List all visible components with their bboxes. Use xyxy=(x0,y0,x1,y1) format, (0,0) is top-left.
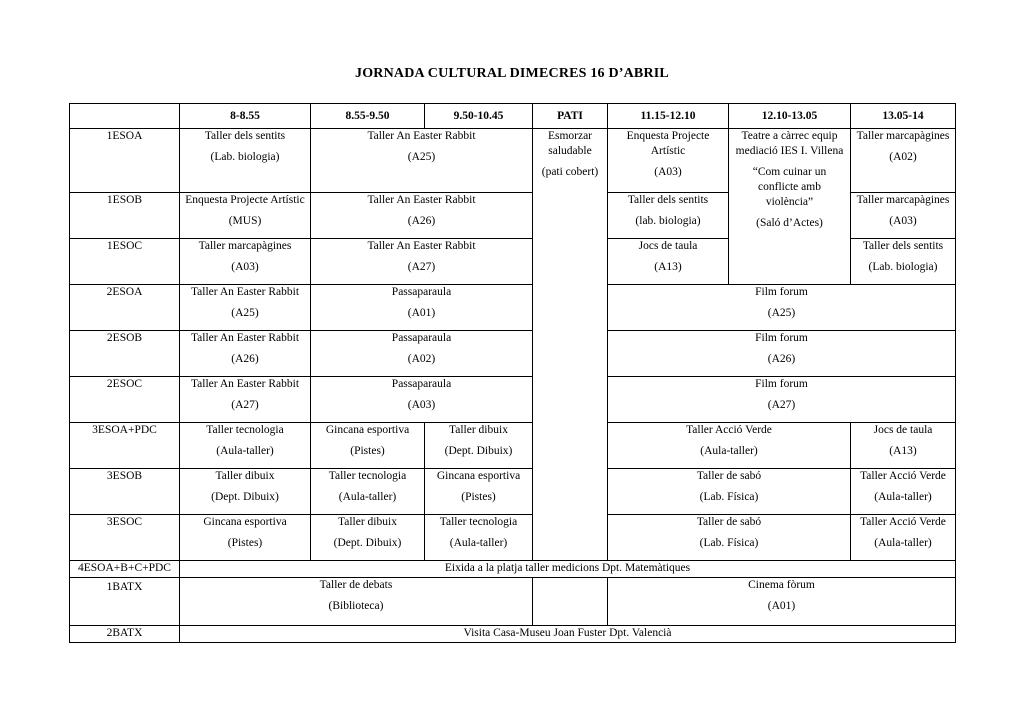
row-2batx xyxy=(70,626,956,643)
room: (Aula-taller) xyxy=(700,445,758,457)
room: (Aula-taller) xyxy=(216,445,274,457)
room: (MUS) xyxy=(228,215,262,227)
activity: Jocs de taula xyxy=(638,240,698,252)
room: (A25) xyxy=(231,307,259,319)
pati-line: Esmorzar xyxy=(547,130,593,142)
header-slot-5: 11.15-12.10 xyxy=(608,104,729,129)
header-slot-3: 9.50-10.45 xyxy=(425,104,533,129)
activity: Taller marcapàgines xyxy=(198,240,292,252)
room: (A26) xyxy=(767,353,796,365)
row-4eso xyxy=(70,561,956,578)
header-slot-7: 13.05-14 xyxy=(851,104,956,129)
cell xyxy=(180,469,311,515)
header-pati: PATI xyxy=(533,104,608,129)
header-corner xyxy=(70,104,180,129)
header-slot-6: 12.10-13.05 xyxy=(729,104,851,129)
activity: Gincana esportiva xyxy=(325,424,410,436)
activity: Taller An Easter Rabbit xyxy=(190,378,300,390)
room: (A26) xyxy=(231,353,259,365)
room: (A13) xyxy=(889,445,917,457)
cell xyxy=(851,515,956,561)
room: (Lab. Física) xyxy=(699,537,759,549)
row-2esoa xyxy=(70,285,956,331)
activity: Taller An Easter Rabbit xyxy=(190,332,300,344)
cell xyxy=(311,129,533,193)
cell xyxy=(851,469,956,515)
header-row xyxy=(70,104,956,129)
activity: Enquesta Projecte xyxy=(626,130,710,142)
cell xyxy=(311,193,533,239)
activity: Taller dels sentits xyxy=(627,194,709,206)
group-label: 1ESOA xyxy=(70,129,180,193)
activity: Taller marcapàgines xyxy=(856,130,950,142)
cell xyxy=(180,515,311,561)
row-3esoc xyxy=(70,515,956,561)
cell xyxy=(311,515,425,561)
cell xyxy=(425,515,533,561)
teatre-cell xyxy=(729,129,851,285)
activity: Taller Acció Verde xyxy=(860,516,946,528)
activity: Film forum xyxy=(755,286,808,298)
cell xyxy=(608,285,956,331)
room: (A01) xyxy=(407,307,436,319)
activity: Taller dibuix xyxy=(215,470,275,482)
cell xyxy=(180,285,311,331)
cell xyxy=(180,377,311,423)
pati-line: saludable xyxy=(548,145,592,157)
activity: Gincana esportiva xyxy=(436,470,521,482)
activity: Cinema fòrum xyxy=(748,579,815,591)
cell xyxy=(608,423,851,469)
room: (Biblioteca) xyxy=(328,600,384,612)
cell xyxy=(608,331,956,377)
room: (Pistes) xyxy=(350,445,385,457)
room: (Dept. Dibuix) xyxy=(333,537,402,549)
activity: Taller de sabó xyxy=(696,516,762,528)
room: (Pistes) xyxy=(461,491,496,503)
activity: Taller An Easter Rabbit xyxy=(190,286,300,298)
activity: Taller An Easter Rabbit xyxy=(367,194,476,206)
row-3esoa-pdc xyxy=(70,423,956,469)
cell xyxy=(608,515,851,561)
room: (A27) xyxy=(407,261,436,273)
room: (A02) xyxy=(407,353,436,365)
cell xyxy=(311,331,533,377)
group-label: 1ESOC xyxy=(70,239,180,285)
activity: Taller dels sentits xyxy=(204,130,286,142)
activity: Taller tecnologia xyxy=(328,470,407,482)
room: (Pistes) xyxy=(227,537,263,549)
room: (Aula-taller) xyxy=(338,491,397,503)
cell xyxy=(180,578,533,626)
cell xyxy=(851,129,956,193)
room: (A26) xyxy=(407,215,436,227)
row-2esoc xyxy=(70,377,956,423)
cell xyxy=(608,377,956,423)
activity: Taller An Easter Rabbit xyxy=(367,130,476,142)
cell xyxy=(180,239,311,285)
group-label: 2ESOB xyxy=(70,331,180,377)
schedule-table xyxy=(69,103,956,643)
room: (A25) xyxy=(767,307,796,319)
row-2esob xyxy=(70,331,956,377)
room: (A01) xyxy=(767,600,796,612)
activity: Gincana esportiva xyxy=(203,516,287,528)
teatre-line: conflicte amb xyxy=(758,181,821,193)
cell xyxy=(425,469,533,515)
cell: Eixida a la platja taller medicions Dpt. Matemàtiques xyxy=(180,561,956,578)
group-label: 2ESOC xyxy=(70,377,180,423)
room: (Dept. Dibuix) xyxy=(444,445,513,457)
cell xyxy=(311,423,425,469)
teatre-line: (Saló d’Actes) xyxy=(756,217,823,229)
room: (A13) xyxy=(654,261,682,273)
activity: Artístic xyxy=(650,145,686,157)
teatre-line: mediació IES I. Villena xyxy=(735,145,844,157)
group-label: 3ESOC xyxy=(70,515,180,561)
room: (Lab. biologia) xyxy=(868,261,938,273)
row-1esoa xyxy=(70,129,956,193)
activity: Passaparaula xyxy=(391,332,452,344)
page-title: JORNADA CULTURAL DIMECRES 16 D’ABRIL xyxy=(355,66,669,81)
header-slot-1: 8-8.55 xyxy=(180,104,311,129)
cell xyxy=(180,423,311,469)
room: (lab. biologia) xyxy=(635,215,701,227)
row-1batx xyxy=(70,578,956,626)
activity: Enquesta Projecte Artístic xyxy=(185,194,305,206)
activity: Taller dibuix xyxy=(338,516,397,528)
activity: Taller Acció Verde xyxy=(860,470,946,482)
group-label: 2BATX xyxy=(70,626,180,643)
cell xyxy=(851,239,956,285)
cell xyxy=(311,285,533,331)
room: (Aula-taller) xyxy=(874,537,932,549)
header-slot-2: 8.55-9.50 xyxy=(311,104,425,129)
room: (A27) xyxy=(231,399,259,411)
activity: Taller marcapàgines xyxy=(856,194,950,206)
group-label: 1ESOB xyxy=(70,193,180,239)
pati-cell xyxy=(533,129,608,561)
activity: Taller dibuix xyxy=(449,424,508,436)
activity: Taller tecnologia xyxy=(439,516,518,528)
cell xyxy=(311,377,533,423)
room: (Lab. Física) xyxy=(699,491,759,503)
activity: Taller Acció Verde xyxy=(686,424,772,436)
cell xyxy=(180,193,311,239)
cell xyxy=(851,193,956,239)
room: (A03) xyxy=(889,215,917,227)
row-3esob xyxy=(70,469,956,515)
activity: Taller tecnologia xyxy=(206,424,284,436)
cell xyxy=(180,331,311,377)
teatre-line: Teatre a càrrec equip xyxy=(741,130,838,142)
group-label: 1BATX xyxy=(70,578,180,626)
teatre-line: violència” xyxy=(765,196,814,208)
activity: Passaparaula xyxy=(391,286,452,298)
cell xyxy=(608,239,729,285)
teatre-line: “Com cuinar un xyxy=(752,166,827,178)
empty-pati-cell xyxy=(533,578,608,626)
cell xyxy=(851,423,956,469)
activity: Taller An Easter Rabbit xyxy=(367,240,476,252)
activity: Taller de debats xyxy=(319,579,393,591)
room: (Lab. biologia) xyxy=(210,151,280,163)
group-label: 3ESOB xyxy=(70,469,180,515)
room: (Aula-taller) xyxy=(449,537,508,549)
activity: Passaparaula xyxy=(391,378,452,390)
cell xyxy=(608,193,729,239)
room: (A03) xyxy=(407,399,436,411)
cell xyxy=(608,129,729,193)
room: (A02) xyxy=(889,151,917,163)
cell: Visita Casa-Museu Joan Fuster Dpt. Valencià xyxy=(180,626,956,643)
room: (A25) xyxy=(407,151,436,163)
pati-line: (pati cobert) xyxy=(541,166,599,178)
activity: Taller dels sentits xyxy=(862,240,944,252)
group-label: 2ESOA xyxy=(70,285,180,331)
activity: Taller de sabó xyxy=(696,470,762,482)
activity: Film forum xyxy=(755,332,808,344)
group-label: 3ESOA+PDC xyxy=(70,423,180,469)
cell xyxy=(608,578,956,626)
activity: Film forum xyxy=(755,378,808,390)
activity: Jocs de taula xyxy=(873,424,933,436)
cell xyxy=(608,469,851,515)
room: (Dept. Dibuix) xyxy=(211,491,279,503)
group-label: 4ESOA+B+C+PDC xyxy=(70,561,180,578)
room: (A03) xyxy=(231,261,259,273)
room: (Aula-taller) xyxy=(874,491,932,503)
room: (A03) xyxy=(654,166,682,178)
cell xyxy=(311,239,533,285)
cell xyxy=(311,469,425,515)
cell xyxy=(180,129,311,193)
cell xyxy=(425,423,533,469)
room: (A27) xyxy=(767,399,796,411)
